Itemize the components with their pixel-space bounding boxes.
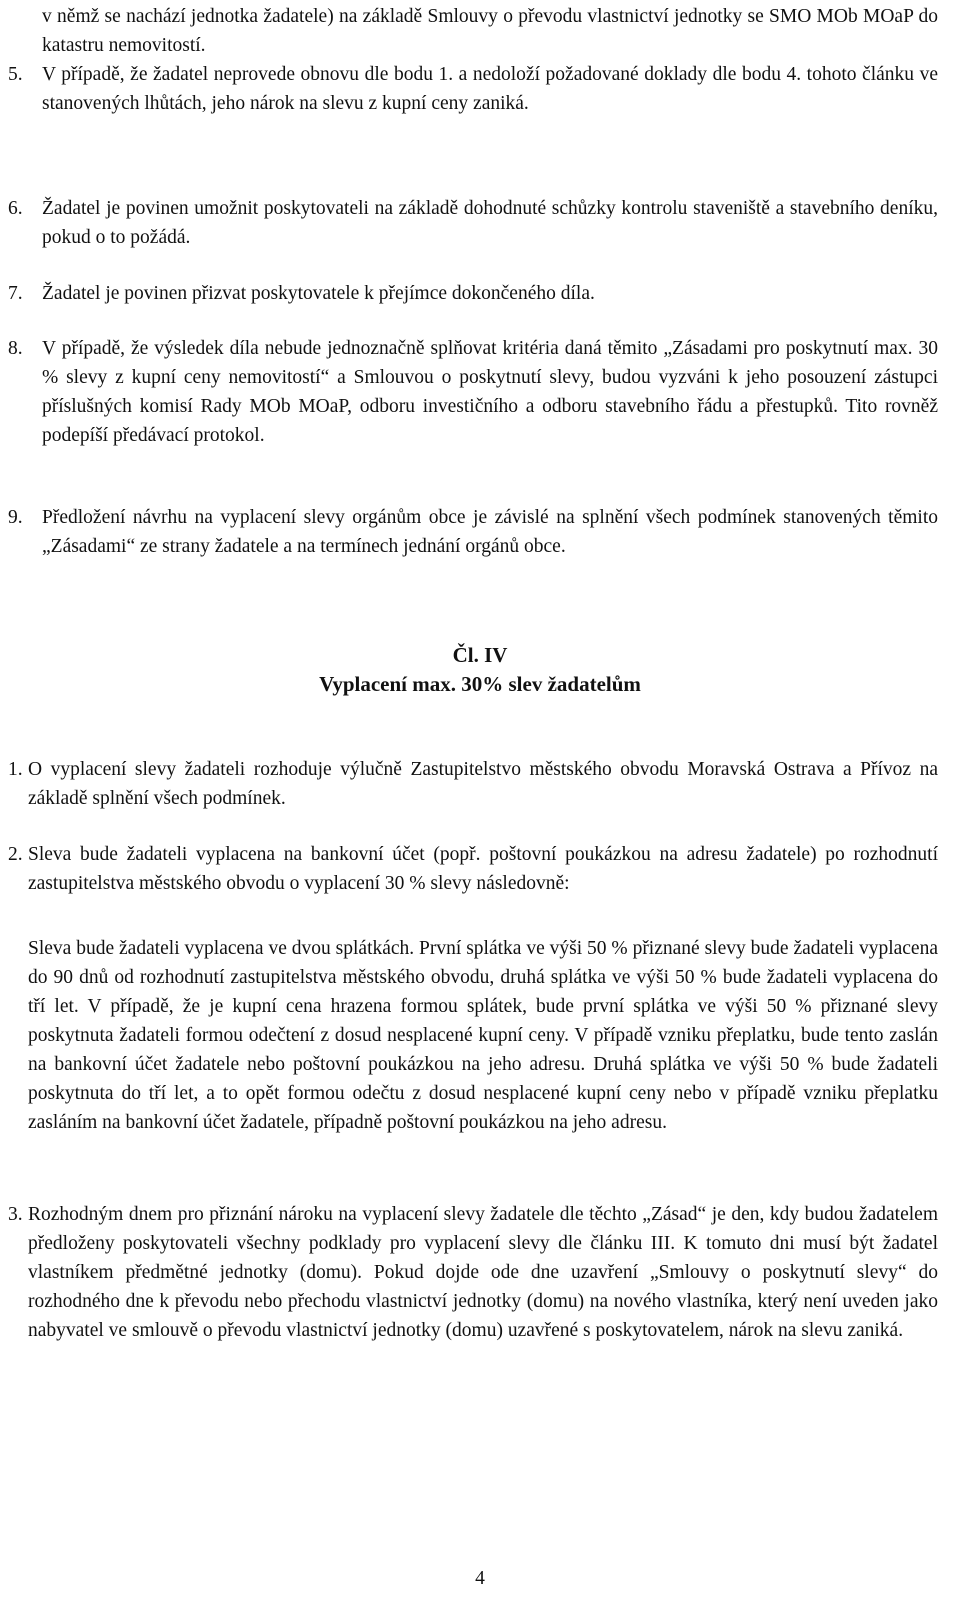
payment-paragraph: Sleva bude žadateli vyplacena ve dvou splátkách. První splátka ve výši 50 % přiznané slevy bude žadateli vyplacena do 90 dnů od rozhodnutí zastupitelstva městského obvodu, druhá splátka ve výši 50 % bude žadateli vyplacena do tří let. V případě, že je kupní cena hrazena formou splátek, bude první splátka ve výši 50 % přiznané slevy poskytnuta žadateli formou odečtení z dosud nesplacené kupní ceny. V případě vzniku přeplatku, bude tento zaslán na bankovní účet žadatele nebo poštovní poukázkou na jeho adresu. Druhá splátka ve výši 50 % bude žadateli poskytnuta do tří let, a to opět formou odečtu z dosud nesplacené kupní ceny nebo v případě vzniku přeplatku zasláním na bankovní účet žadatele, případně poštovní poukázkou na jeho adresu.	[28, 938, 938, 1133]
list-item	[8, 334, 938, 450]
list-item	[8, 840, 938, 898]
item-number: 3.	[8, 1204, 23, 1225]
list-item	[8, 503, 938, 561]
list-item	[8, 60, 938, 118]
item-number: 5.	[8, 64, 23, 85]
item-number: 7.	[8, 283, 23, 304]
list-item	[8, 194, 938, 252]
list-item	[8, 755, 938, 813]
item-number: 9.	[8, 507, 23, 528]
intro-paragraph: v němž se nachází jednotka žadatele) na základě Smlouvy o převodu vlastnictví jednotky se SMO MOb MOaP do katastru nemovitostí.	[42, 6, 938, 56]
item-number: 8.	[8, 338, 23, 359]
page-number: 4	[475, 1568, 485, 1589]
item-number: 2.	[8, 844, 23, 865]
article-title: Vyplacení max. 30% slev žadatelům	[319, 672, 641, 696]
item-number: 6.	[8, 198, 23, 219]
item-number: 1.	[8, 759, 23, 780]
item-text: V případě, že výsledek díla nebude jednoznačně splňovat kritéria daná těmito „Zásadami pro poskytnutí max. 30 % slevy z kupní ceny nemovitostí“ a Smlouvou o poskytnutí slevy, budou vyzváni k jeho posouzení zástupci příslušných komisí Rady MOb MOaP, odboru investičního a odboru stavebního řádu a přestupků. Tito rovněž podepíší předávací protokol.	[42, 338, 938, 446]
item-text: Předložení návrhu na vyplacení slevy orgánům obce je závislé na splnění všech podmínek stanovených těmito „Zásadami“ ze strany žadatele a na termínech jednání orgánů obce.	[42, 507, 938, 557]
item-text: Sleva bude žadateli vyplacena na bankovní účet (popř. poštovní poukázkou na adresu žadatele) po rozhodnutí zastupitelstva městského obvodu o vyplacení 30 % slevy následovně:	[28, 844, 938, 894]
article-number: Čl. IV	[452, 643, 508, 667]
item-text: Žadatel je povinen umožnit poskytovateli na základě dohodnuté schůzky kontrolu staveniště a stavebního deníku, pokud o to požádá.	[42, 198, 938, 248]
list-item	[8, 279, 938, 308]
item-text: Rozhodným dnem pro přiznání nároku na vyplacení slevy žadatele dle těchto „Zásad“ je den, kdy budou žadatelem předloženy poskytovateli všechny podklady pro vyplacení slevy dle článku III. K tomuto dni musí být žadatel vlastníkem předmětné jednotky (domu). Pokud dojde ode dne uzavření „Smlouvy o poskytnutí slevy“ do rozhodného dne k převodu nebo přechodu vlastnictví jednotky (domu) na nového vlastníka, který není uveden jako nabyvatel ve smlouvě o převodu vlastnictví jednotky (domu) uzavřené s poskytovatelem, nárok na slevu zaniká.	[28, 1204, 938, 1341]
item-text: O vyplacení slevy žadateli rozhoduje výlučně Zastupitelstvo městského obvodu Moravská Ostrava a Přívoz na základě splnění všech podmínek.	[28, 759, 938, 809]
item-text: V případě, že žadatel neprovede obnovu dle bodu 1. a nedoloží požadované doklady dle bodu 4. tohoto článku ve stanovených lhůtách, jeho nárok na slevu z kupní ceny zaniká.	[42, 64, 938, 114]
item-text: Žadatel je povinen přizvat poskytovatele k přejímce dokončeného díla.	[42, 283, 595, 304]
list-item	[8, 1200, 938, 1345]
